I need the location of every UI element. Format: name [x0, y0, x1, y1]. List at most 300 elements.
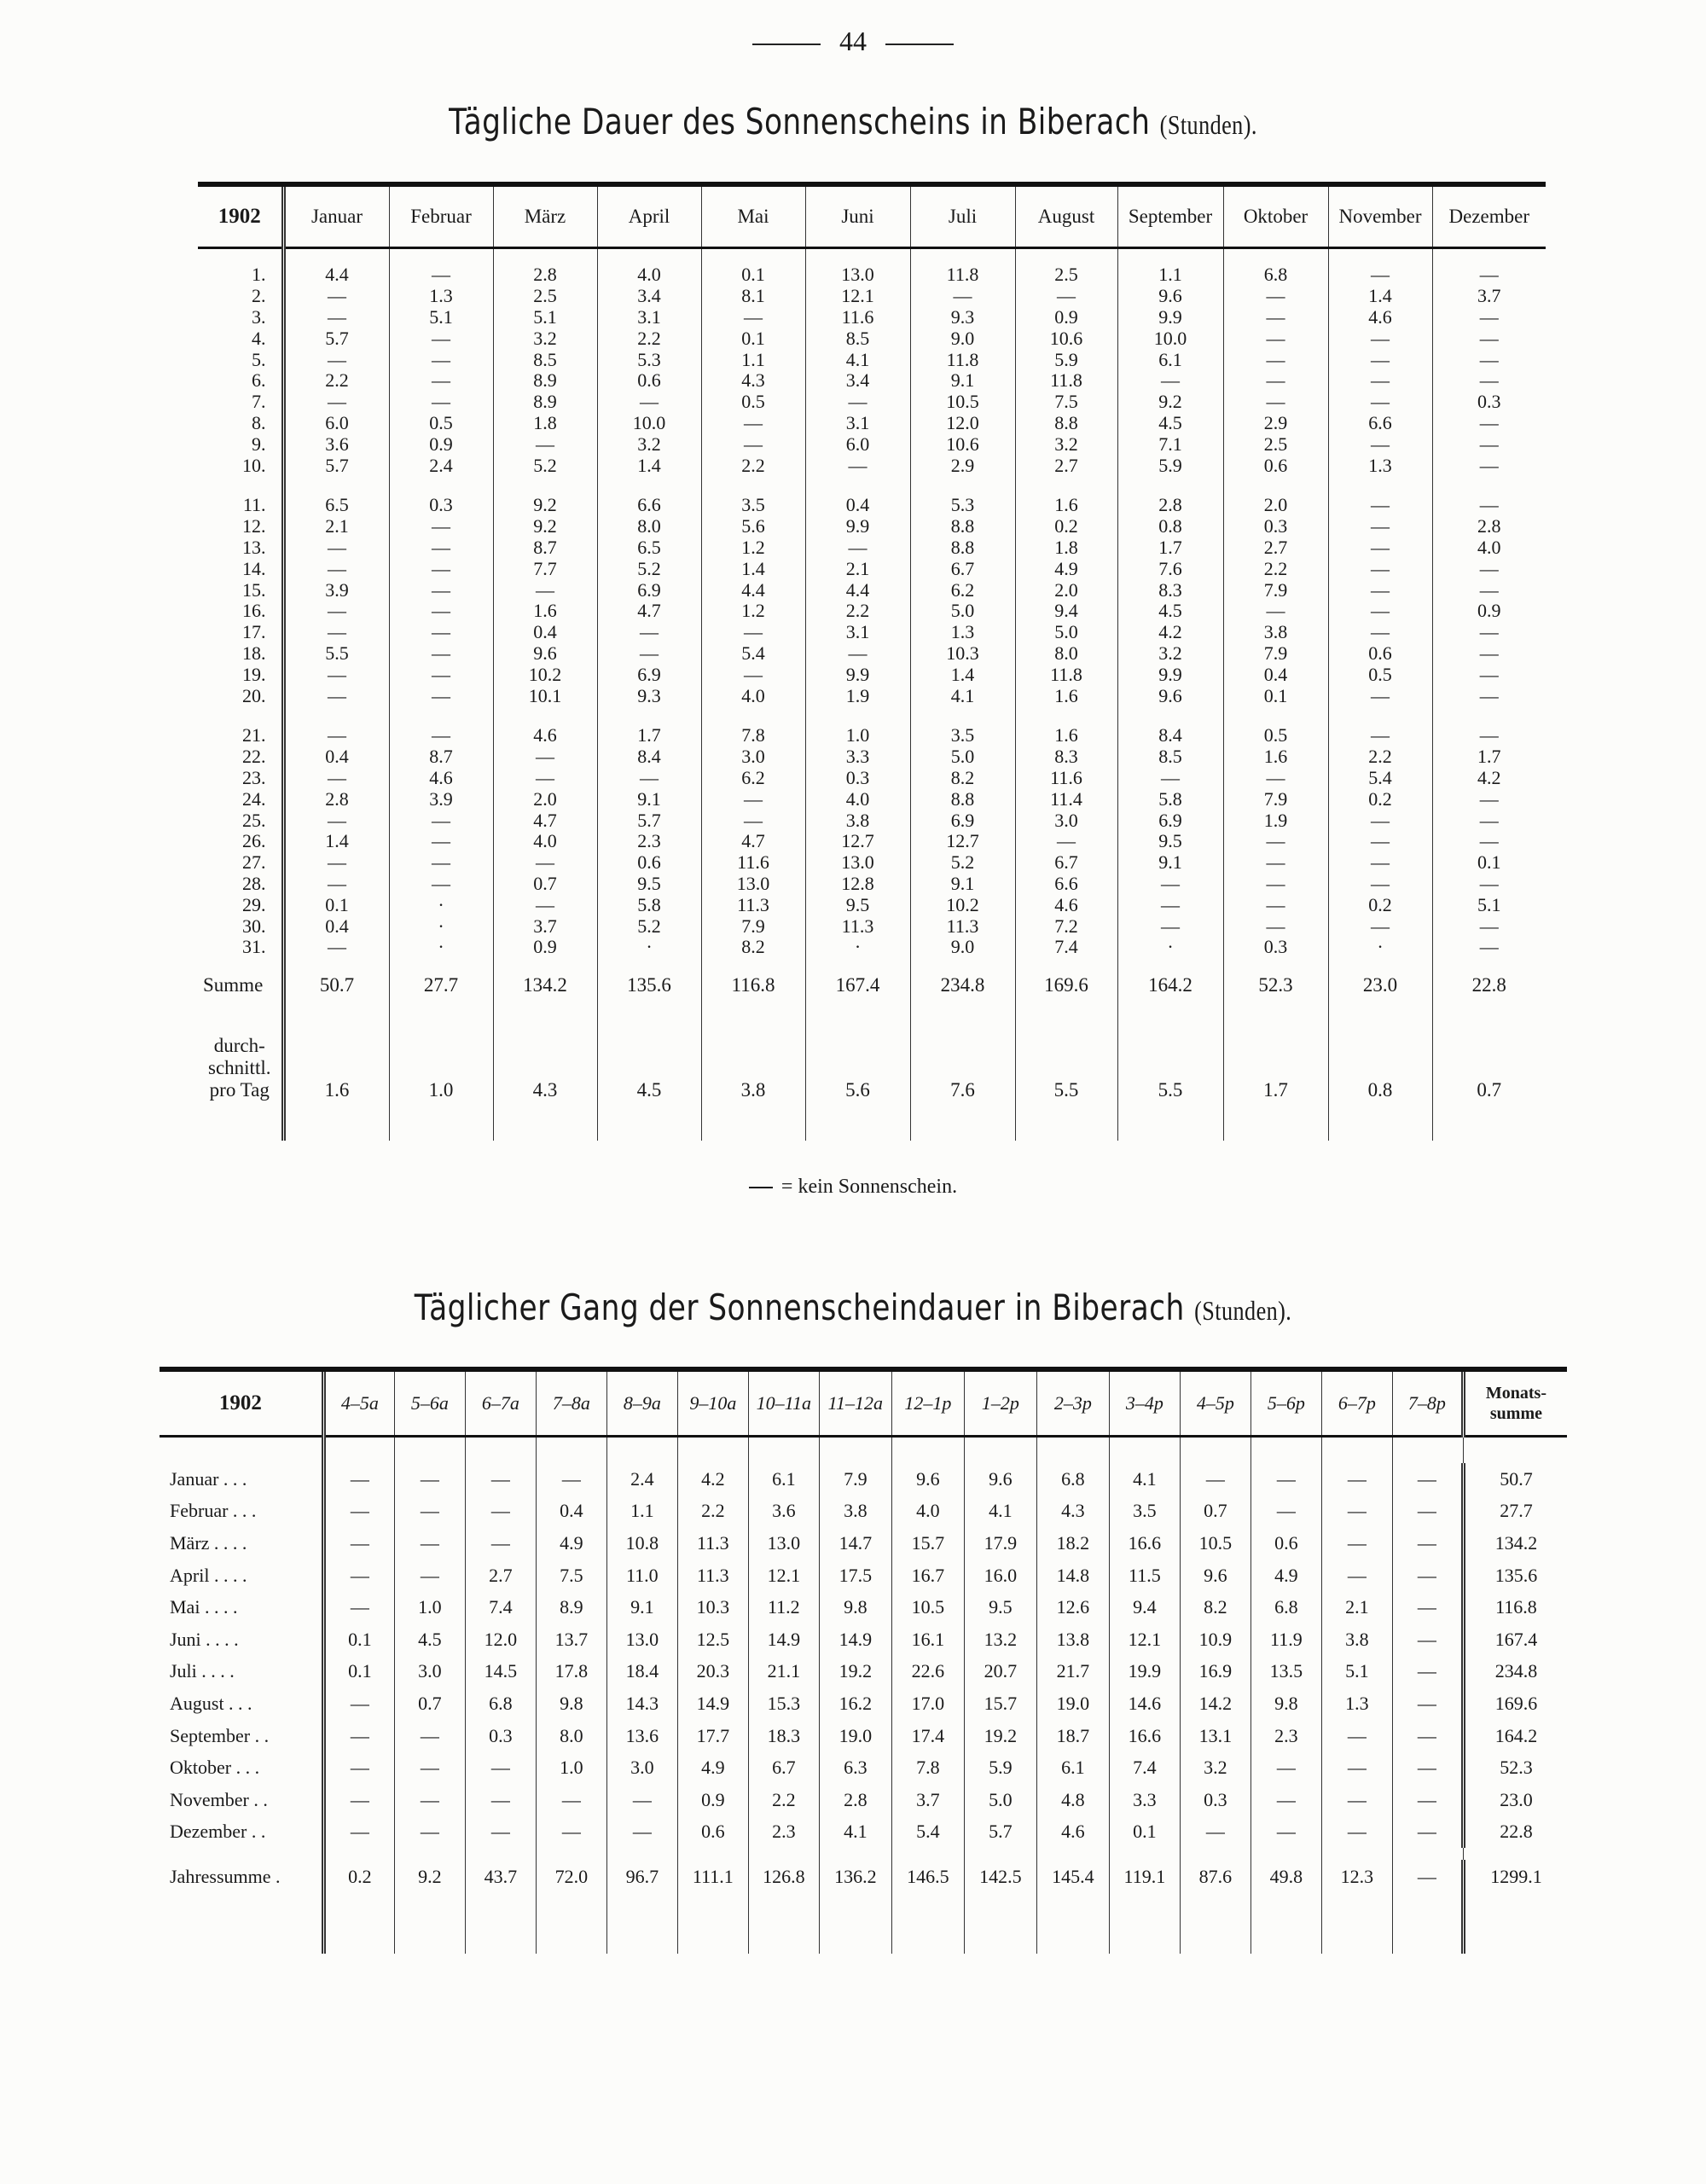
day-value: —	[389, 601, 493, 622]
month-total: 116.8	[1463, 1591, 1567, 1623]
day-value: —	[1223, 915, 1328, 937]
day-value: —	[1328, 852, 1432, 874]
spacer-cell	[819, 1894, 891, 1954]
hour-header: 10–11a	[748, 1369, 819, 1437]
hour-value: —	[394, 1784, 465, 1816]
day-row	[198, 601, 1546, 622]
day-value: 4.7	[597, 601, 701, 622]
day-label: 6.	[252, 369, 266, 392]
day-value: 1.1	[701, 349, 805, 370]
day-value: —	[701, 433, 805, 455]
month-header: Februar	[389, 184, 493, 248]
average-value: 0.7	[1432, 1013, 1546, 1113]
hour-value: 3.6	[748, 1496, 819, 1528]
spacer-cell	[606, 1437, 677, 1464]
month-total: 134.2	[1463, 1527, 1567, 1560]
hour-value: 13.0	[606, 1623, 677, 1656]
day-value: 12.0	[910, 413, 1015, 434]
day-value: 9.1	[597, 788, 701, 810]
day-label: 16.	[242, 600, 266, 622]
spacer-cell	[1223, 1113, 1328, 1141]
day-value: —	[805, 537, 910, 559]
spacer-cell	[597, 1113, 701, 1141]
hour-header: 5–6p	[1250, 1369, 1321, 1437]
day-value: 0.7	[493, 874, 597, 895]
day-value: 4.4	[805, 579, 910, 601]
day-value: 11.8	[910, 349, 1015, 370]
day-value: —	[1432, 788, 1546, 810]
spacer-cell	[1109, 1848, 1180, 1860]
hour-value: 16.6	[1109, 1720, 1180, 1752]
day-value: 9.0	[910, 937, 1015, 958]
hour-value: 6.1	[748, 1463, 819, 1496]
day-label: 1.	[252, 264, 266, 286]
day-value: 9.5	[805, 894, 910, 915]
day-value: —	[1328, 370, 1432, 392]
month-header: November	[1328, 184, 1432, 248]
day-value: —	[597, 392, 701, 413]
hour-value: —	[1392, 1751, 1463, 1784]
day-value: ·	[389, 894, 493, 915]
day-value: —	[1328, 725, 1432, 746]
hour-value: —	[323, 1463, 394, 1496]
day-value: —	[389, 579, 493, 601]
day-value: 1.0	[805, 725, 910, 746]
day-value: —	[1328, 810, 1432, 831]
hour-header: 6–7a	[465, 1369, 536, 1437]
hour-value: 4.5	[394, 1623, 465, 1656]
hour-value: —	[323, 1687, 394, 1720]
spacer-cell	[536, 1437, 606, 1464]
day-value: —	[1432, 349, 1546, 370]
day-value: —	[1432, 307, 1546, 328]
average-value: 1.6	[283, 1013, 389, 1113]
day-value: 3.2	[1015, 433, 1117, 455]
hour-value: 13.1	[1180, 1720, 1250, 1752]
hour-value: 13.8	[1036, 1623, 1109, 1656]
hour-value: 4.1	[819, 1816, 891, 1849]
day-value: —	[1432, 685, 1546, 706]
day-value: —	[701, 413, 805, 434]
day-value: 4.6	[1015, 894, 1117, 915]
day-row	[198, 852, 1546, 874]
day-row	[198, 392, 1546, 413]
day-value: —	[283, 392, 389, 413]
spacer-cell	[198, 1113, 283, 1141]
spacer-cell	[748, 1894, 819, 1954]
day-value: 7.9	[1223, 579, 1328, 601]
hour-header: 4–5a	[323, 1369, 394, 1437]
day-row	[198, 328, 1546, 349]
hour-value: 4.9	[1250, 1560, 1321, 1592]
day-value: 8.9	[493, 392, 597, 413]
day-value: 9.9	[1117, 664, 1223, 685]
day-value: —	[1432, 937, 1546, 958]
hour-value: —	[323, 1751, 394, 1784]
day-value: —	[389, 664, 493, 685]
hour-value: 2.2	[748, 1784, 819, 1816]
month-row	[160, 1560, 1567, 1592]
sum-value: 27.7	[389, 958, 493, 1013]
month-total: 27.7	[1463, 1496, 1567, 1528]
hour-value: 4.3	[1036, 1496, 1109, 1528]
hour-value: 5.9	[964, 1751, 1036, 1784]
hour-value: 7.9	[819, 1463, 891, 1496]
day-value: 5.6	[701, 516, 805, 537]
hour-value: 22.6	[891, 1656, 964, 1688]
month-header: April	[597, 184, 701, 248]
hour-value: 10.9	[1180, 1623, 1250, 1656]
spacer-cell	[701, 248, 805, 265]
month-total: 52.3	[1463, 1751, 1567, 1784]
hour-value: 3.5	[1109, 1496, 1180, 1528]
day-value: 4.0	[805, 788, 910, 810]
spacer-cell	[677, 1848, 748, 1860]
hour-value: —	[394, 1816, 465, 1849]
hour-value: 5.7	[964, 1816, 1036, 1849]
day-label: 25.	[242, 809, 266, 831]
day-value: 0.4	[805, 495, 910, 516]
day-value: 10.2	[910, 894, 1015, 915]
spacer-cell	[964, 1848, 1036, 1860]
day-value: —	[1223, 370, 1328, 392]
average-label-line: durch-	[213, 1034, 265, 1056]
day-value: —	[1328, 579, 1432, 601]
day-value: —	[283, 622, 389, 643]
hour-value: 1.0	[536, 1751, 606, 1784]
day-value: 3.5	[701, 495, 805, 516]
day-value: —	[910, 286, 1015, 307]
day-value: 5.7	[283, 328, 389, 349]
hour-value: 0.7	[1180, 1496, 1250, 1528]
day-value: 8.3	[1015, 746, 1117, 768]
hour-value: 9.6	[891, 1463, 964, 1496]
day-row	[198, 768, 1546, 789]
hour-value: —	[1321, 1496, 1392, 1528]
daily-sunshine-table	[198, 182, 1546, 1141]
spacer-cell	[1392, 1437, 1463, 1464]
spacer-cell	[1036, 1894, 1109, 1954]
hour-value: 9.6	[964, 1463, 1036, 1496]
hour-value: 9.6	[1180, 1560, 1250, 1592]
month-label: Oktober . . .	[170, 1757, 260, 1779]
spacer-cell	[160, 1894, 323, 1954]
day-value: —	[1223, 831, 1328, 852]
day-value: 3.8	[1223, 622, 1328, 643]
day-value: 7.5	[1015, 392, 1117, 413]
day-value: 8.5	[805, 328, 910, 349]
hourly-sunshine-table	[160, 1367, 1567, 1954]
month-label: Januar . . .	[170, 1467, 247, 1490]
day-value: 2.0	[1223, 495, 1328, 516]
average-label	[198, 1013, 283, 1113]
day-value: —	[283, 286, 389, 307]
spacer-cell	[1223, 706, 1328, 725]
hour-value: —	[1321, 1463, 1392, 1496]
table1-legend	[0, 1176, 1706, 1199]
day-label: 30.	[242, 915, 266, 937]
hour-value: —	[1392, 1687, 1463, 1720]
table1-title-unit: (Stunden).	[1159, 109, 1257, 140]
month-row	[160, 1784, 1567, 1816]
day-value: 9.4	[1015, 601, 1117, 622]
spacer-cell	[748, 1437, 819, 1464]
day-value: 0.2	[1015, 516, 1117, 537]
day-value: —	[1432, 370, 1546, 392]
day-row	[198, 788, 1546, 810]
hour-value: 11.3	[677, 1560, 748, 1592]
day-value: 1.7	[597, 725, 701, 746]
day-value: —	[493, 768, 597, 789]
annual-value: 145.4	[1036, 1860, 1109, 1894]
day-value: 1.6	[493, 601, 597, 622]
spacer-cell	[701, 706, 805, 725]
hour-value: 7.4	[465, 1591, 536, 1623]
day-value: 1.9	[1223, 810, 1328, 831]
day-value: 10.0	[1117, 328, 1223, 349]
hour-value: 3.0	[606, 1751, 677, 1784]
month-label: Juli . . . .	[170, 1660, 235, 1682]
day-value: 5.2	[910, 852, 1015, 874]
day-label: 8.	[252, 411, 266, 433]
spacer-cell	[1321, 1848, 1392, 1860]
hour-value: —	[323, 1527, 394, 1560]
day-value: 0.6	[597, 852, 701, 874]
day-value: 3.2	[1117, 643, 1223, 665]
hour-value: 14.9	[819, 1623, 891, 1656]
day-value: 6.9	[597, 664, 701, 685]
day-value: 5.9	[1015, 349, 1117, 370]
spacer-row	[160, 1848, 1567, 1860]
day-value: 0.6	[597, 370, 701, 392]
day-value: 5.1	[1432, 894, 1546, 915]
day-value: —	[1432, 558, 1546, 579]
day-value: 7.9	[1223, 788, 1328, 810]
day-value: 10.6	[1015, 328, 1117, 349]
day-value: 2.5	[493, 286, 597, 307]
day-value: 5.5	[283, 643, 389, 665]
day-value: —	[1328, 537, 1432, 559]
day-value: 0.3	[389, 495, 493, 516]
spacer-cell	[606, 1894, 677, 1954]
day-value: —	[389, 622, 493, 643]
day-value: —	[1432, 643, 1546, 665]
hour-value: —	[465, 1784, 536, 1816]
day-value: 5.2	[597, 915, 701, 937]
day-value: 2.8	[283, 788, 389, 810]
day-value: 1.6	[1015, 725, 1117, 746]
hour-value: 20.7	[964, 1656, 1036, 1688]
hour-value: 9.8	[1250, 1687, 1321, 1720]
day-value: 5.2	[493, 455, 597, 476]
hour-value: 16.6	[1109, 1527, 1180, 1560]
day-label: 22.	[242, 746, 266, 768]
hour-value: 9.8	[819, 1591, 891, 1623]
spacer-cell	[819, 1848, 891, 1860]
day-value: 7.6	[1117, 558, 1223, 579]
sum-value: 169.6	[1015, 958, 1117, 1013]
day-label: 3.	[252, 305, 266, 328]
day-value: 3.9	[283, 579, 389, 601]
day-value: 9.9	[805, 664, 910, 685]
spacer-cell	[536, 1894, 606, 1954]
day-value: 0.9	[493, 937, 597, 958]
day-value: 10.6	[910, 433, 1015, 455]
day-value: 8.7	[389, 746, 493, 768]
hour-value: 2.4	[606, 1463, 677, 1496]
day-value: 1.4	[910, 664, 1015, 685]
month-total: 22.8	[1463, 1816, 1567, 1849]
day-value: 11.3	[701, 894, 805, 915]
hour-value: 12.6	[1036, 1591, 1109, 1623]
hour-value: 11.5	[1109, 1560, 1180, 1592]
page-number-dash-left	[752, 44, 821, 45]
hour-value: 18.7	[1036, 1720, 1109, 1752]
spacer-row	[198, 1113, 1546, 1141]
spacer-row	[198, 706, 1546, 725]
day-value: 8.8	[910, 516, 1015, 537]
day-value: —	[1223, 768, 1328, 789]
hour-value: 4.9	[536, 1527, 606, 1560]
day-row	[198, 455, 1546, 476]
day-value: 3.0	[701, 746, 805, 768]
day-row	[198, 664, 1546, 685]
day-label: 9.	[252, 433, 266, 455]
hour-value: —	[1392, 1591, 1463, 1623]
spacer-cell	[597, 248, 701, 265]
hour-value: —	[323, 1784, 394, 1816]
day-value: 3.5	[910, 725, 1015, 746]
day-value: —	[389, 852, 493, 874]
day-value: 9.9	[805, 516, 910, 537]
hour-value: —	[394, 1720, 465, 1752]
day-value: —	[389, 370, 493, 392]
day-value: 8.8	[910, 788, 1015, 810]
sum-value: 167.4	[805, 958, 910, 1013]
day-label: 19.	[242, 663, 266, 685]
hour-value: 19.2	[819, 1656, 891, 1688]
day-value: 9.2	[493, 516, 597, 537]
day-value: 11.6	[805, 307, 910, 328]
day-value: 1.8	[1015, 537, 1117, 559]
average-value: 1.0	[389, 1013, 493, 1113]
spacer-cell	[394, 1894, 465, 1954]
monthly-total-header	[1463, 1369, 1567, 1437]
spacer-cell	[283, 248, 389, 265]
day-value: ·	[805, 937, 910, 958]
day-value: 6.5	[283, 495, 389, 516]
spacer-cell	[1328, 248, 1432, 265]
day-value: —	[1328, 433, 1432, 455]
day-value: —	[1117, 768, 1223, 789]
day-label: 12.	[242, 515, 266, 537]
hour-value: —	[323, 1816, 394, 1849]
day-row	[198, 831, 1546, 852]
day-row	[198, 810, 1546, 831]
day-value: 1.3	[1328, 455, 1432, 476]
spacer-cell	[1036, 1437, 1109, 1464]
day-value: —	[1432, 433, 1546, 455]
day-value: 6.6	[1015, 874, 1117, 895]
day-value: —	[283, 664, 389, 685]
day-value: 2.1	[805, 558, 910, 579]
day-label: 4.	[252, 327, 266, 349]
hour-value: 2.8	[819, 1784, 891, 1816]
day-value: —	[1117, 915, 1223, 937]
spacer-cell	[910, 1113, 1015, 1141]
annual-value: —	[1392, 1860, 1463, 1894]
month-label: Februar . . .	[170, 1500, 257, 1522]
hour-value: 10.3	[677, 1591, 748, 1623]
day-value: 7.1	[1117, 433, 1223, 455]
hour-value: 14.6	[1109, 1687, 1180, 1720]
hour-value: 4.8	[1036, 1784, 1109, 1816]
spacer-cell	[1463, 1894, 1567, 1954]
hour-value: —	[465, 1816, 536, 1849]
day-value: 8.1	[701, 286, 805, 307]
day-value: 9.9	[1117, 307, 1223, 328]
hour-value: 4.1	[1109, 1463, 1180, 1496]
hour-value: 0.9	[677, 1784, 748, 1816]
day-value: —	[389, 685, 493, 706]
hour-value: 13.5	[1250, 1656, 1321, 1688]
day-value: 4.1	[910, 685, 1015, 706]
day-value: 1.8	[493, 413, 597, 434]
month-row	[160, 1591, 1567, 1623]
day-value: ·	[389, 937, 493, 958]
hour-value: 7.8	[891, 1751, 964, 1784]
day-value: 6.1	[1117, 349, 1223, 370]
annual-value: 96.7	[606, 1860, 677, 1894]
hour-value: 2.3	[1250, 1720, 1321, 1752]
hour-value: —	[323, 1591, 394, 1623]
average-label-line: schnittl.	[208, 1056, 271, 1078]
month-header: Mai	[701, 184, 805, 248]
day-value: 6.6	[597, 495, 701, 516]
day-value: —	[283, 537, 389, 559]
day-value: —	[805, 392, 910, 413]
hour-value: —	[1392, 1816, 1463, 1849]
day-value: —	[1223, 328, 1328, 349]
spacer-row	[160, 1894, 1567, 1954]
hour-value: 16.1	[891, 1623, 964, 1656]
day-value: —	[1223, 874, 1328, 895]
average-value: 5.5	[1015, 1013, 1117, 1113]
annual-total: 1299.1	[1463, 1860, 1567, 1894]
day-value: —	[389, 516, 493, 537]
day-row	[198, 579, 1546, 601]
hour-value: 2.1	[1321, 1591, 1392, 1623]
day-value: 11.4	[1015, 788, 1117, 810]
page-number	[0, 26, 1706, 57]
hour-value: 16.0	[964, 1560, 1036, 1592]
day-value: —	[283, 874, 389, 895]
day-value: 4.1	[805, 349, 910, 370]
day-value: —	[493, 579, 597, 601]
month-label: Dezember . .	[170, 1821, 266, 1843]
hour-value: —	[1321, 1784, 1392, 1816]
annual-row	[160, 1860, 1567, 1894]
hour-value: 11.0	[606, 1560, 677, 1592]
spacer-cell	[1015, 706, 1117, 725]
day-value: —	[1223, 601, 1328, 622]
day-value: —	[1223, 307, 1328, 328]
day-value: 6.9	[1117, 810, 1223, 831]
year-header: 1902	[198, 184, 283, 248]
spacer-row	[160, 1437, 1567, 1464]
hour-value: 21.7	[1036, 1656, 1109, 1688]
hour-value: —	[1321, 1751, 1392, 1784]
